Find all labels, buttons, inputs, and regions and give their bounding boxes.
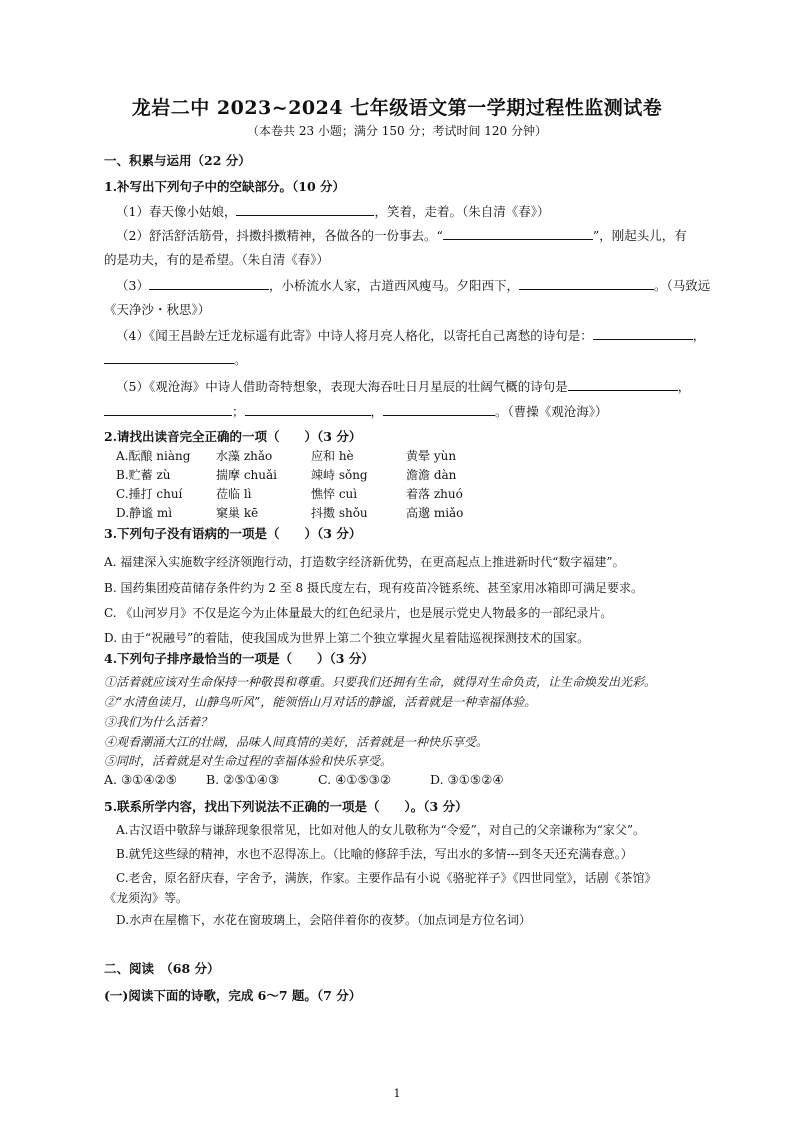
exam-subtitle: （本卷共 23 小题；满分 150 分；考试时间 120 分钟） xyxy=(247,124,547,138)
q3-option-c: C. 《山河岁月》不仅是迄今为止体量最大的红色纪录片，也是展示党史人物最多的一部纪录片。 xyxy=(104,606,613,620)
q1-5-blank-2[interactable] xyxy=(104,403,232,416)
q4-options xyxy=(104,772,504,787)
q5-option-a: A.古汉语中敬辞与谦辞现象很常见，比如对他人的女儿敬称为“令爱”，对自己的父亲谦称为“家父”。 xyxy=(116,823,646,837)
q4-option-d: D. ③①⑤②④ xyxy=(430,772,504,787)
q1-1-text-b: ，笑着，走着。（朱自清《春》） xyxy=(374,204,550,219)
q2-cell: 窠巢 kē xyxy=(216,506,259,520)
q2-cell: A.酝酿 niàng xyxy=(116,449,191,463)
q5-option-c-cont: 《龙须沟》等。 xyxy=(104,891,189,905)
q1-stem: 1.补写出下列句子中的空缺部分。（10 分） xyxy=(104,179,346,194)
q1-3-blank-2[interactable] xyxy=(519,277,654,290)
q2-cell: B.贮蓄 zù xyxy=(116,468,171,482)
q1-3-text-c: 。（马致远 xyxy=(653,278,711,293)
q5-option-b: B.就凭这些绿的精神，水也不忍得冻上。（比喻的修辞手法，写出水的多情---到冬天还充满春意。） xyxy=(116,847,633,861)
q4-option-a: A. ③①④②⑤ xyxy=(104,772,178,787)
q5-option-d: D.水声在屋檐下，水花在窗玻璃上，会陪伴着你的夜梦。（加点词是方位名词） xyxy=(116,913,532,927)
q3-option-a: A. 福建深入实施数字经济领跑行动，打造数字经济新优势，在更高起点上推进新时代“数字福建”。 xyxy=(104,555,625,569)
q1-5-text-e: 。（曹操《观沧海》） xyxy=(495,404,608,419)
q2-cell: 莅临 lì xyxy=(216,487,252,501)
q2-cell: 黄晕 yùn xyxy=(406,449,457,463)
q1-4-blank-1[interactable] xyxy=(593,327,693,340)
q2-cell: D.静谧 mì xyxy=(116,506,173,520)
q4-option-b: B. ②⑤①④③ xyxy=(206,772,280,787)
q1-2-blank[interactable] xyxy=(443,227,593,240)
q1-2-text-b: ”，刚起头儿，有 xyxy=(592,228,687,243)
q2-cell: 竦峙 sǒng xyxy=(311,468,368,482)
q1-5-blank-4[interactable] xyxy=(383,403,495,416)
q1-item-2 xyxy=(116,226,687,244)
exam-title: 龙岩二中 2023~2024 七年级语文第一学期过程性监测试卷 xyxy=(131,97,663,119)
q1-1-text-a: （1）春天像小姑娘， xyxy=(116,204,237,219)
section-2-heading: 二、阅读 （68 分） xyxy=(104,961,220,976)
q1-item-4-cont xyxy=(104,350,247,368)
q4-sentence-1: ①活着就应该对生命保持一种敬畏和尊重。只要我们还拥有生命，就得对生命负责，让生命焕发出光彩。 xyxy=(104,675,657,689)
q1-4-text-b: ， xyxy=(692,328,706,343)
q1-2-text-a: （2）舒活舒活筋骨，抖擞抖擞精神，各做各的一份事去。“ xyxy=(116,228,443,243)
q4-sentence-2: ②“水清鱼读月，山静鸟听风”，能领悟山月对话的静谧，活着就是一种幸福体验。 xyxy=(104,695,537,709)
q2-cell: 水藻 zhǎo xyxy=(216,449,273,463)
q4-sentence-3: ③我们为什么活着？ xyxy=(104,715,213,729)
q5-stem: 5.联系所学内容，找出下列说法不正确的一项是（ ）。（3 分） xyxy=(104,799,468,814)
q3-option-d: D. 由于“祝融号”的着陆，使我国成为世界上第二个独立掌握火星着陆巡视探测技术的国家。 xyxy=(104,631,590,645)
q1-5-blank-3[interactable] xyxy=(245,403,371,416)
q1-item-3-cont: 《天净沙・秋思》） xyxy=(104,302,211,317)
q2-cell: 澹澹 dàn xyxy=(406,468,457,482)
q3-stem: 3.下列句子没有语病的一项是（ ）（3 分） xyxy=(104,526,362,541)
q1-4-text-a: （4）《闻王昌龄左迁龙标遥有此寄》中诗人将月亮人格化，以寄托自己离愁的诗句是： xyxy=(116,328,593,343)
q1-5-text-b: ， xyxy=(677,379,691,394)
q2-cell: 抖擞 shǒu xyxy=(311,506,368,520)
q1-5-blank-1[interactable] xyxy=(568,378,678,391)
q1-1-blank[interactable] xyxy=(236,203,374,216)
q1-3-blank-1[interactable] xyxy=(149,277,269,290)
q1-item-4 xyxy=(116,326,705,344)
q2-cell: 揣摩 chuǎi xyxy=(216,468,277,482)
q1-item-5-cont xyxy=(104,402,608,420)
q1-item-5 xyxy=(116,377,690,395)
q1-item-3 xyxy=(116,276,710,294)
q1-item-1 xyxy=(116,202,549,220)
q5-option-c: C.老舍，原名舒庆春，字舍予，满族，作家。主要作品有小说《骆驼祥子》《四世同堂》，话剧《茶馆》 xyxy=(116,871,657,885)
q4-stem: 4.下列句子排序最恰当的一项是（ ）（3 分） xyxy=(104,651,374,666)
q2-cell: 憔悴 cuì xyxy=(311,487,358,501)
q2-stem: 2.请找出读音完全正确的一项（ ）（3 分） xyxy=(104,429,362,444)
q2-row-c xyxy=(116,485,516,502)
q4-option-c: C. ④①⑤③② xyxy=(318,772,392,787)
q1-3-text-a: （3） xyxy=(116,278,149,293)
q1-5-text-d: ， xyxy=(370,404,384,419)
q2-cell: 高邈 miǎo xyxy=(406,506,464,520)
q2-row-d xyxy=(116,504,516,521)
section-1-heading: 一、积累与运用（22 分） xyxy=(104,153,251,168)
q1-5-text-c: ； xyxy=(232,404,245,419)
q1-4-blank-2[interactable] xyxy=(104,351,234,364)
q2-cell: C.捶打 chuí xyxy=(116,487,183,501)
q2-cell: 着落 zhuó xyxy=(406,487,463,501)
q2-row-b xyxy=(116,466,516,483)
q1-3-text-b: ，小桥流水人家，古道西风瘦马。夕阳西下， xyxy=(268,278,519,293)
q4-sentence-4: ④观看潮涌大江的壮阔，品味人间真情的美好，活着就是一种快乐享受。 xyxy=(104,735,489,749)
q1-item-2-cont: 的是功夫，有的是希望。（朱自清《春》） xyxy=(104,252,330,267)
q2-row-a xyxy=(116,447,516,464)
q2-cell: 应和 hè xyxy=(311,449,354,463)
q3-option-b: B. 国药集团疫苗储存条件约为 2 至 8 摄氏度左右，现有疫苗冷链系统、甚至家用冰箱即可满足要求。 xyxy=(104,581,643,595)
q4-sentence-5: ⑤同时，活着就是对生命过程的幸福体验和快乐享受。 xyxy=(104,754,393,768)
q1-4-text-c: 。 xyxy=(234,352,247,367)
section-2-part-1: (一)阅读下面的诗歌，完成 6～7 题。（7 分） xyxy=(104,988,362,1003)
q1-5-text-a: （5）《观沧海》中诗人借助奇特想象，表现大海吞吐日月星辰的壮阔气概的诗句是 xyxy=(116,379,568,394)
page-number: 1 xyxy=(393,1087,401,1100)
